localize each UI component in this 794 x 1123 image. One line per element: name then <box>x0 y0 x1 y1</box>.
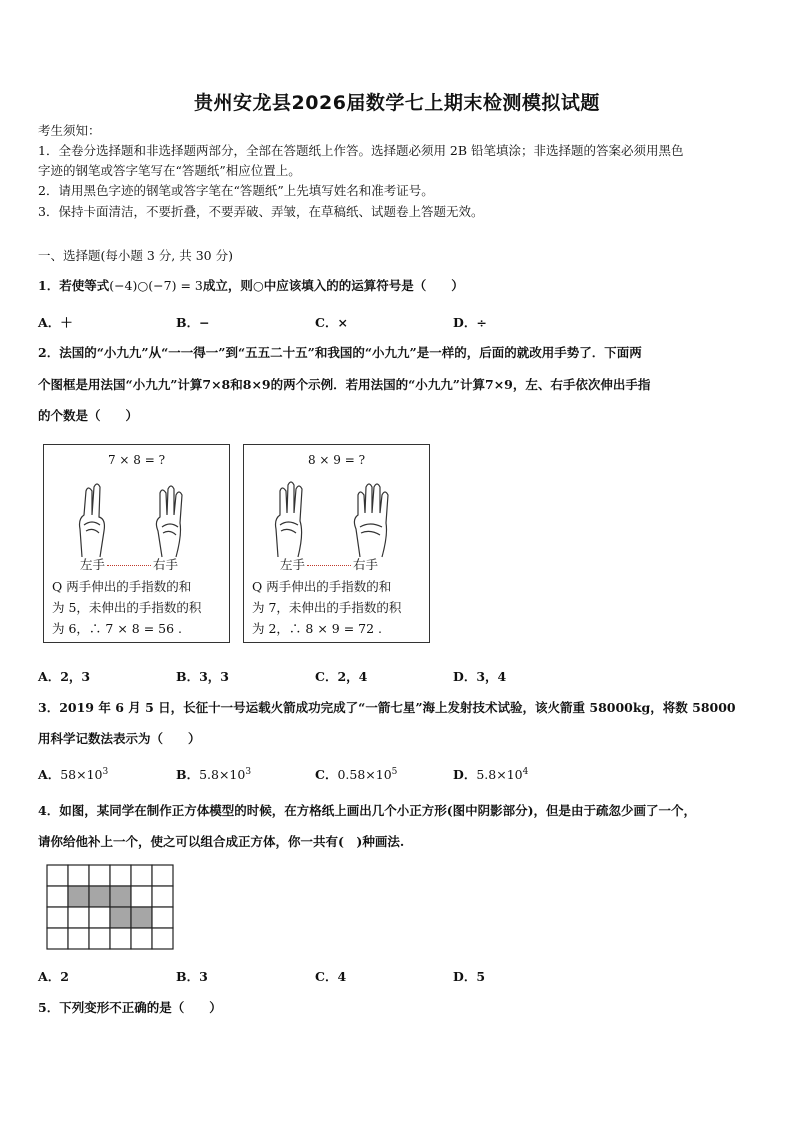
grid-cell <box>152 928 173 949</box>
q3-line-2: 用科学记数法表示为（ ） <box>38 731 201 746</box>
box2-line-2: 为 7，未伸出的手指数的积 <box>252 600 402 615</box>
grid-cell <box>68 928 89 949</box>
q2-line-1: 2．法国的“小九九”从“一一得一”到“五五二十五”和我国的“小九九”是一样的，后面的就改用手势了．下面两 <box>38 345 642 360</box>
example-box-1 <box>43 444 230 643</box>
q4-line-1: 4．如图，某同学在制作正方体模型的时候，在方格纸上画出几个小正方形(图中阴影部分)，但是由于疏忽少画了一个， <box>38 803 697 818</box>
grid-cell <box>152 907 173 928</box>
grid-cell <box>152 865 173 886</box>
q1-option-a[interactable]: A．＋ <box>38 315 73 330</box>
notice-line-2: 字迹的钢笔或答字笔写在“答题纸”相应位置上。 <box>38 163 301 178</box>
q2-option-a[interactable]: A．2，3 <box>38 669 91 684</box>
grid-cell-shaded <box>131 907 152 928</box>
grid-cell <box>47 865 68 886</box>
grid-cell <box>47 907 68 928</box>
grid-cell <box>47 928 68 949</box>
notice-line-4: 3．保持卡面清洁，不要折叠，不要弄破、弄皱，在草稿纸、试题卷上答题无效。 <box>38 204 484 219</box>
q3-option-b[interactable] <box>176 765 251 783</box>
grid-cell <box>68 865 89 886</box>
page-title: 贵州安龙县2026届数学七上期末检测模拟试题 <box>194 92 600 114</box>
box1-left-label: 左手 <box>80 557 106 572</box>
grid-cell <box>131 886 152 907</box>
box2-right-label: 右手 <box>353 557 379 572</box>
grid-cell <box>131 928 152 949</box>
grid-cell <box>131 865 152 886</box>
q3-option-d[interactable] <box>453 765 528 783</box>
grid-cell <box>47 886 68 907</box>
q3-option-c-exp: 5 <box>391 766 398 777</box>
box1-underline <box>107 565 151 566</box>
box1-right-label: 右手 <box>153 557 179 572</box>
box2-underline <box>307 565 351 566</box>
example-box-2 <box>243 444 430 643</box>
q1-expression: (−4)○(−7) = 3 <box>109 278 203 293</box>
q4-grid-figure <box>46 864 178 954</box>
q2-option-d[interactable]: D．3，4 <box>453 669 507 684</box>
q2-line-2: 个图框是用法国“小九九”计算7×8和8×9的两个示例．若用法国的“小九九”计算7×9，左、右手依次伸出手指 <box>38 377 651 392</box>
grid-cell <box>110 865 131 886</box>
q4-line-2: 请你给他补上一个，使之可以组合成正方体，你一共有( )种画法. <box>38 834 405 849</box>
q1-option-c[interactable]: C．× <box>315 315 348 330</box>
box1-line-2: 为 5，未伸出的手指数的积 <box>52 600 202 615</box>
q5-line: 5．下列变形不正确的是（ ） <box>38 1000 222 1015</box>
grid-cell-shaded <box>68 886 89 907</box>
box2-left-label: 左手 <box>280 557 306 572</box>
q2-option-c[interactable]: C．2，4 <box>315 669 368 684</box>
q3-option-a[interactable] <box>38 765 108 783</box>
q1-text-b: 成立，则○中应该填入的的运算符号是（ ） <box>202 278 464 293</box>
box2-caption: 8 × 9 = ? <box>307 453 366 467</box>
grid-cell <box>89 865 110 886</box>
box2-line-3: 为 2，∴ 8 × 9 = 72 . <box>252 621 382 636</box>
box1-hand-labels <box>80 555 178 573</box>
section-heading: 一、选择题(每小题 3 分, 共 30 分) <box>38 248 233 263</box>
q1-option-b[interactable]: B．− <box>176 315 210 330</box>
q3-option-a-exp: 3 <box>102 766 109 777</box>
q3-option-c-label: C． <box>315 767 338 782</box>
q3-option-c-base: 0.58×10 <box>337 767 392 782</box>
box1-line-1: Q 两手伸出的手指数的和 <box>52 579 192 594</box>
notice-line-3: 2．请用黑色字迹的钢笔或答字笔在“答题纸”上先填写姓名和准考证号。 <box>38 183 434 198</box>
notice-header: 考生须知： <box>38 123 101 138</box>
box1-hands-image <box>70 479 200 559</box>
q1-option-d[interactable]: D．÷ <box>453 315 487 330</box>
question-1 <box>38 276 464 294</box>
notice-line-1: 1．全卷分选择题和非选择题两部分，全部在答题纸上作答。选择题必须用 2B 铅笔填涂；非选择题的答案必须用黑色 <box>38 143 684 158</box>
q2-option-b[interactable]: B．3，3 <box>176 669 229 684</box>
grid-cell <box>89 907 110 928</box>
grid-cell-shaded <box>110 886 131 907</box>
box2-line-1: Q 两手伸出的手指数的和 <box>252 579 392 594</box>
q3-option-d-base: 5.8×10 <box>476 767 523 782</box>
q3-option-b-base: 5.8×10 <box>199 767 246 782</box>
q3-option-c[interactable] <box>315 765 397 783</box>
q1-text-a: 1．若使等式 <box>38 278 110 293</box>
q3-option-b-exp: 3 <box>245 766 252 777</box>
q4-option-d[interactable]: D．5 <box>453 969 486 984</box>
grid-cell <box>152 886 173 907</box>
q3-option-b-label: B． <box>176 767 200 782</box>
grid-cell <box>89 928 110 949</box>
box2-hands-image <box>270 479 400 559</box>
grid-cell-shaded <box>110 907 131 928</box>
q4-option-a[interactable]: A．2 <box>38 969 69 984</box>
grid-cell <box>110 928 131 949</box>
box1-caption: 7 × 8 = ? <box>107 453 166 467</box>
box1-line-3: 为 6，∴ 7 × 8 = 56 . <box>52 621 182 636</box>
q3-option-d-label: D． <box>453 767 477 782</box>
q3-option-a-label: A． <box>38 767 61 782</box>
q4-option-b[interactable]: B．3 <box>176 969 208 984</box>
q3-option-a-base: 58×10 <box>60 767 103 782</box>
q3-option-d-exp: 4 <box>522 766 529 777</box>
q4-option-c[interactable]: C．4 <box>315 969 347 984</box>
grid-cell <box>68 907 89 928</box>
box2-hand-labels <box>280 555 378 573</box>
grid-cell-shaded <box>89 886 110 907</box>
q3-line-1: 3．2019 年 6 月 5 日，长征十一号运载火箭成功完成了“一箭七星”海上发射技术试验，该火箭重 58000kg，将数 58000 <box>38 700 736 715</box>
q2-line-3: 的个数是（ ） <box>38 408 139 423</box>
